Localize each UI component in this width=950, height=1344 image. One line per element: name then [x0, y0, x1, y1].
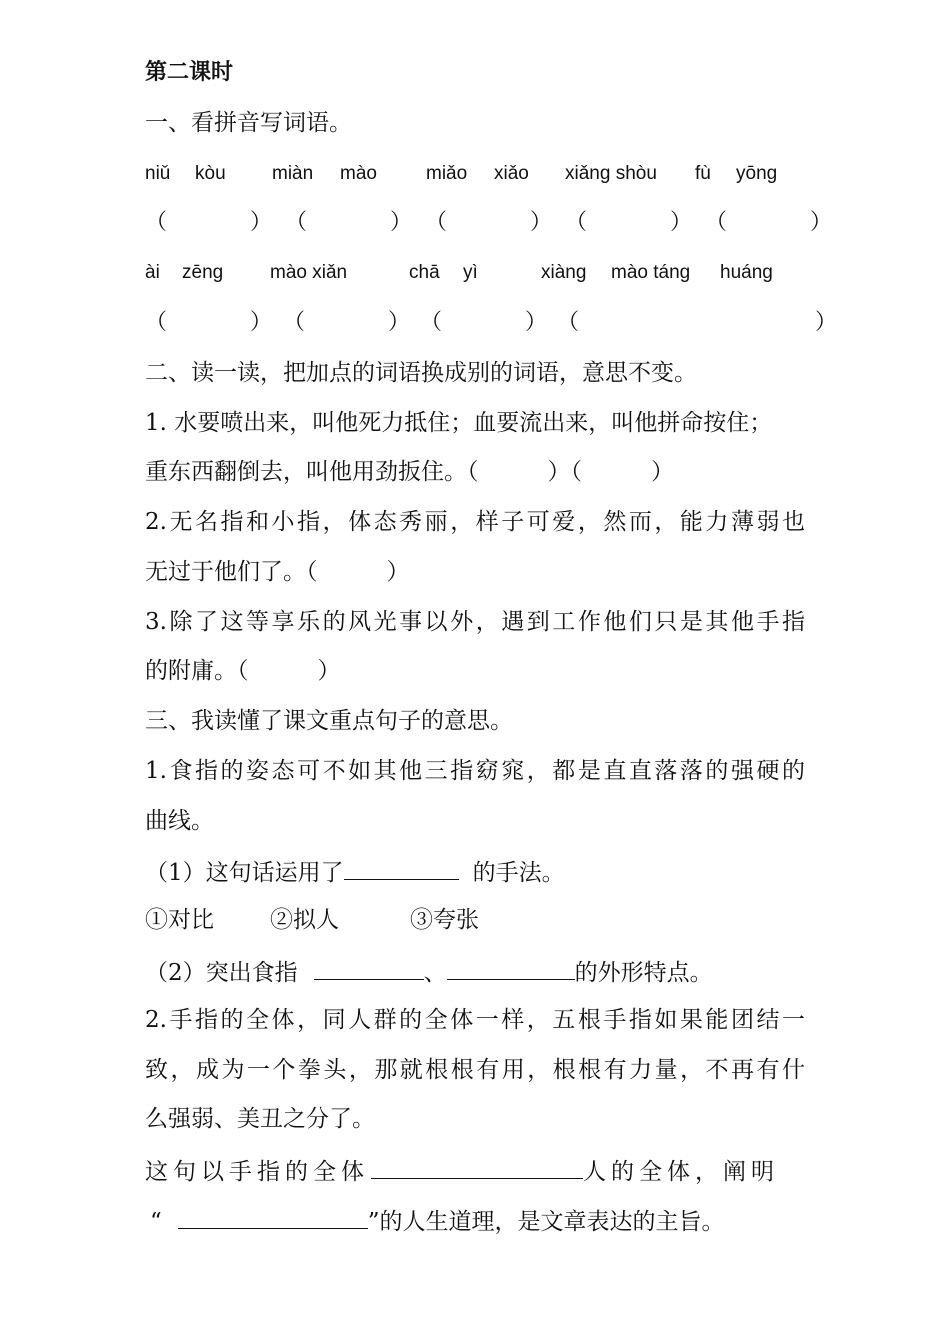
- paren-close: ）: [670, 210, 693, 235]
- paren-open: （: [283, 310, 306, 335]
- lesson-title: 第二课时: [145, 60, 234, 85]
- paren-open: （: [705, 210, 728, 235]
- s2-question-2-line-1: 2.无名指和小指，体态秀丽，样子可爱，然而，能力薄弱也: [145, 509, 805, 535]
- answer-blank[interactable]: [447, 955, 575, 980]
- pinyin: yì: [463, 262, 478, 283]
- quote-close-text: ”的人生道理，是文章表达的主旨。: [367, 1209, 725, 1235]
- s2-question-1-line-1: 1. 水要喷出来，叫他死力抵住；血要流出来，叫他拼命按住；: [145, 410, 773, 436]
- paren-close: ）: [810, 210, 833, 235]
- answer-blank[interactable]: [178, 1204, 368, 1229]
- answer-blank[interactable]: [344, 855, 459, 880]
- paren-open: （: [145, 210, 168, 235]
- answer-blank[interactable]: [371, 1154, 583, 1179]
- paren-close: ）: [530, 210, 553, 235]
- pinyin: xiǎng shòu: [565, 163, 657, 184]
- paren-close: ）: [815, 310, 838, 335]
- option-3: ③夸张: [410, 907, 479, 933]
- pinyin: mào: [340, 163, 377, 184]
- s2-question-3-line-2: 的附庸。（ ）: [145, 658, 341, 684]
- paren-open: （: [565, 210, 588, 235]
- pinyin: yōng: [736, 163, 778, 184]
- s2-question-1-line-2: 重东西翻倒去，叫他用劲扳住。（ ）（ ）: [145, 459, 674, 485]
- paren-close: ）: [388, 310, 411, 335]
- pinyin: miàn: [272, 163, 314, 184]
- pinyin: miǎo: [426, 163, 468, 184]
- paren-close: ）: [250, 310, 273, 335]
- pinyin: mào xiǎn: [270, 262, 348, 283]
- s3-question-2-line-1: 2.手指的全体，同人群的全体一样，五根手指如果能团结一: [145, 1007, 805, 1033]
- paren-open: （: [145, 310, 168, 335]
- pinyin: zēng: [182, 262, 224, 283]
- s2-question-2-line-2: 无过于他们了。（ ）: [145, 559, 410, 585]
- final-prefix: 这句以手指的全体: [145, 1159, 369, 1185]
- paren-open: （: [425, 210, 448, 235]
- s3-final-line-1: [145, 1154, 805, 1187]
- pinyin: ài: [145, 262, 160, 283]
- answer-blank[interactable]: [314, 955, 424, 980]
- pinyin: fù: [695, 163, 711, 184]
- final-suffix: 人的全体，阐明: [583, 1159, 779, 1185]
- s3-question-1-line-1: 1.食指的姿态可不如其他三指窈窕，都是直直落落的强硬的: [145, 758, 805, 784]
- paren-close: ）: [250, 210, 273, 235]
- paren-open: （: [420, 310, 443, 335]
- pinyin: huáng: [720, 262, 773, 283]
- sub2-prefix: （2）突出食指: [145, 960, 298, 986]
- s3-final-line-2: [150, 1204, 725, 1237]
- quote-open: “: [150, 1209, 162, 1235]
- s3-sub-question-1: [145, 855, 565, 888]
- s3-sub-question-2: [145, 955, 713, 988]
- sub1-suffix: 的手法。: [472, 860, 565, 886]
- pinyin: niǔ: [145, 163, 171, 184]
- sub2-separator: 、: [423, 960, 447, 986]
- paren-close: ）: [525, 310, 548, 335]
- paren-open: （: [285, 210, 308, 235]
- option-1: ①对比: [145, 907, 214, 933]
- s3-question-1-line-2: 曲线。: [145, 808, 214, 834]
- section2-heading: 二、读一读，把加点的词语换成别的词语，意思不变。: [145, 360, 697, 386]
- s3-question-2-line-2: 致，成为一个拳头，那就根根有用，根根有力量，不再有什: [145, 1057, 805, 1083]
- pinyin: xiàng: [541, 262, 587, 283]
- pinyin: kòu: [195, 163, 226, 184]
- sub2-suffix: 的外形特点。: [574, 960, 713, 986]
- sub1-prefix: （1）这句话运用了: [145, 860, 344, 886]
- pinyin: mào táng: [611, 262, 691, 283]
- s2-question-3-line-1: 3.除了这等享乐的风光事以外，遇到工作他们只是其他手指: [145, 609, 805, 635]
- s3-question-2-line-3: 么强弱、美丑之分了。: [145, 1106, 375, 1132]
- paren-close: ）: [390, 210, 413, 235]
- section3-heading: 三、我读懂了课文重点句子的意思。: [145, 708, 513, 734]
- pinyin: xiǎo: [494, 163, 529, 184]
- pinyin: chā: [409, 262, 440, 283]
- option-2: ②拟人: [270, 907, 339, 933]
- paren-open: （: [557, 310, 580, 335]
- section1-heading: 一、看拼音写词语。: [145, 110, 352, 136]
